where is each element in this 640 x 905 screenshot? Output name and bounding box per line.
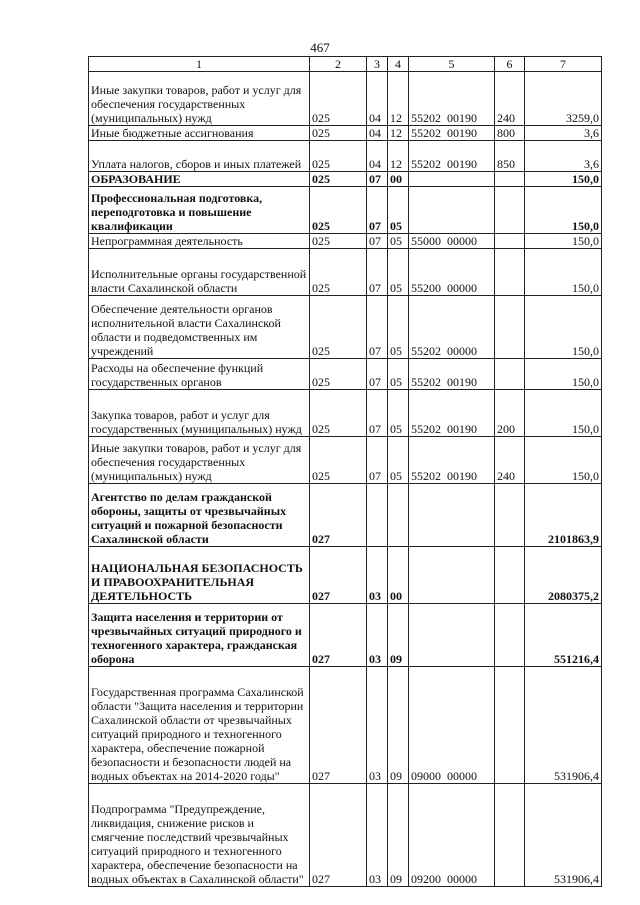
column-header: 3 [367, 57, 388, 72]
expense-type-code: 850 [495, 141, 525, 172]
column-header: 1 [89, 57, 310, 72]
ministry-code: 025 [310, 390, 367, 437]
amount-value: 150,0 [525, 249, 602, 296]
target-article-code [409, 172, 495, 187]
amount-value: 531906,4 [525, 784, 602, 887]
ministry-code: 027 [310, 667, 367, 784]
expense-type-code: 200 [495, 390, 525, 437]
section-code: 03 [367, 784, 388, 887]
target-article-code: 55202 00190 [409, 390, 495, 437]
section-code: 07 [367, 249, 388, 296]
ministry-code: 025 [310, 187, 367, 234]
expense-type-code [495, 484, 525, 547]
amount-value: 150,0 [525, 390, 602, 437]
item-name: Расходы на обеспечение функций государственных органов [89, 359, 310, 390]
target-article-code: 55200 00000 [409, 249, 495, 296]
subsection-code: 09 [388, 784, 409, 887]
item-name: ОБРАЗОВАНИЕ [89, 172, 310, 187]
column-header: 6 [495, 57, 525, 72]
amount-value: 3,6 [525, 126, 602, 141]
subsection-code: 12 [388, 72, 409, 126]
section-code: 04 [367, 72, 388, 126]
ministry-code: 027 [310, 784, 367, 887]
table-row [89, 249, 602, 296]
ministry-code: 025 [310, 72, 367, 126]
table-row [89, 296, 602, 359]
section-code: 07 [367, 187, 388, 234]
target-article-code [409, 187, 495, 234]
subsection-code: 09 [388, 667, 409, 784]
amount-value: 3,6 [525, 141, 602, 172]
amount-value: 3259,0 [525, 72, 602, 126]
table-row [89, 72, 602, 126]
subsection-code: 12 [388, 126, 409, 141]
expense-type-code [495, 172, 525, 187]
expense-type-code: 240 [495, 437, 525, 484]
ministry-code: 027 [310, 547, 367, 604]
target-article-code: 55202 00190 [409, 126, 495, 141]
subsection-code: 05 [388, 187, 409, 234]
expense-type-code [495, 604, 525, 667]
section-code: 07 [367, 359, 388, 390]
table-row [89, 359, 602, 390]
column-header: 7 [525, 57, 602, 72]
budget-table [88, 56, 602, 887]
subsection-code: 09 [388, 604, 409, 667]
amount-value: 2101863,9 [525, 484, 602, 547]
column-header: 2 [310, 57, 367, 72]
table-row [89, 234, 602, 249]
expense-type-code: 800 [495, 126, 525, 141]
section-code: 04 [367, 126, 388, 141]
table-row [89, 547, 602, 604]
amount-value: 150,0 [525, 359, 602, 390]
ministry-code: 027 [310, 484, 367, 547]
item-name: Непрограммная деятельность [89, 234, 310, 249]
ministry-code: 025 [310, 234, 367, 249]
ministry-code: 025 [310, 172, 367, 187]
section-code: 03 [367, 604, 388, 667]
subsection-code: 00 [388, 547, 409, 604]
amount-value: 150,0 [525, 172, 602, 187]
item-name: Иные бюджетные ассигнования [89, 126, 310, 141]
subsection-code: 05 [388, 296, 409, 359]
expense-type-code [495, 296, 525, 359]
amount-value: 2080375,2 [525, 547, 602, 604]
target-article-code: 55202 00190 [409, 437, 495, 484]
subsection-code: 05 [388, 249, 409, 296]
ministry-code: 025 [310, 296, 367, 359]
subsection-code: 12 [388, 141, 409, 172]
item-name: Уплата налогов, сборов и иных платежей [89, 141, 310, 172]
ministry-code: 027 [310, 604, 367, 667]
amount-value: 150,0 [525, 437, 602, 484]
section-code: 03 [367, 547, 388, 604]
table-row [89, 172, 602, 187]
target-article-code: 55202 00000 [409, 296, 495, 359]
expense-type-code [495, 249, 525, 296]
target-article-code [409, 484, 495, 547]
page-number: 467 [310, 40, 330, 55]
subsection-code: 05 [388, 437, 409, 484]
item-name: Иные закупки товаров, работ и услуг для обеспечения государственных (муниципальных) нужд [89, 72, 310, 126]
table-row [89, 187, 602, 234]
table-row [89, 784, 602, 887]
ministry-code: 025 [310, 359, 367, 390]
amount-value: 150,0 [525, 187, 602, 234]
table-row [89, 390, 602, 437]
item-name: Иные закупки товаров, работ и услуг для обеспечения государственных (муниципальных) нужд [89, 437, 310, 484]
target-article-code: 55202 00190 [409, 72, 495, 126]
target-article-code: 55202 00190 [409, 141, 495, 172]
section-code: 07 [367, 172, 388, 187]
amount-value: 531906,4 [525, 667, 602, 784]
table-header-row [89, 57, 602, 72]
expense-type-code [495, 667, 525, 784]
section-code: 07 [367, 390, 388, 437]
item-name: Закупка товаров, работ и услуг для государственных (муниципальных) нужд [89, 390, 310, 437]
subsection-code: 05 [388, 359, 409, 390]
target-article-code: 55202 00190 [409, 359, 495, 390]
item-name: Государственная программа Сахалинской области "Защита населения и территории Сахалинской области от чрезвычайных ситуаций природного и техногенного характера, обеспечение пожарной безопасности и безопасности людей на водных объектах на 2014-2020 годы" [89, 667, 310, 784]
subsection-code [388, 484, 409, 547]
ministry-code: 025 [310, 249, 367, 296]
item-name: Подпрограмма "Предупреждение, ликвидация, снижение рисков и смягчение последствий чрезвычайных ситуаций природного и техногенного характера, обеспечение безопасности на водных объектах в Сахалинской области" [89, 784, 310, 887]
ministry-code: 025 [310, 437, 367, 484]
target-article-code: 09200 00000 [409, 784, 495, 887]
expense-type-code [495, 187, 525, 234]
table-row [89, 604, 602, 667]
item-name: Исполнительные органы государственной власти Сахалинской области [89, 249, 310, 296]
expense-type-code [495, 547, 525, 604]
target-article-code [409, 547, 495, 604]
target-article-code: 09000 00000 [409, 667, 495, 784]
table-row [89, 484, 602, 547]
section-code: 07 [367, 296, 388, 359]
item-name: НАЦИОНАЛЬНАЯ БЕЗОПАСНОСТЬ И ПРАВООХРАНИТЕЛЬНАЯ ДЕЯТЕЛЬНОСТЬ [89, 547, 310, 604]
target-article-code: 55000 00000 [409, 234, 495, 249]
section-code: 07 [367, 437, 388, 484]
expense-type-code [495, 784, 525, 887]
table-row [89, 437, 602, 484]
table-row [89, 141, 602, 172]
table-row [89, 667, 602, 784]
section-code: 03 [367, 667, 388, 784]
table-row [89, 126, 602, 141]
amount-value: 551216,4 [525, 604, 602, 667]
section-code: 04 [367, 141, 388, 172]
ministry-code: 025 [310, 141, 367, 172]
section-code [367, 484, 388, 547]
item-name: Обеспечение деятельности органов исполнительной власти Сахалинской области и подведомственных им учреждений [89, 296, 310, 359]
subsection-code: 05 [388, 390, 409, 437]
expense-type-code: 240 [495, 72, 525, 126]
item-name: Агентство по делам гражданской обороны, защиты от чрезвычайных ситуаций и пожарной безопасности Сахалинской области [89, 484, 310, 547]
expense-type-code [495, 359, 525, 390]
amount-value: 150,0 [525, 234, 602, 249]
subsection-code: 00 [388, 172, 409, 187]
expense-type-code [495, 234, 525, 249]
column-header: 4 [388, 57, 409, 72]
section-code: 07 [367, 234, 388, 249]
item-name: Профессиональная подготовка, переподготовка и повышение квалификации [89, 187, 310, 234]
subsection-code: 05 [388, 234, 409, 249]
item-name: Защита населения и территории от чрезвычайных ситуаций природного и техногенного характера, гражданская оборона [89, 604, 310, 667]
column-header: 5 [409, 57, 495, 72]
ministry-code: 025 [310, 126, 367, 141]
amount-value: 150,0 [525, 296, 602, 359]
target-article-code [409, 604, 495, 667]
